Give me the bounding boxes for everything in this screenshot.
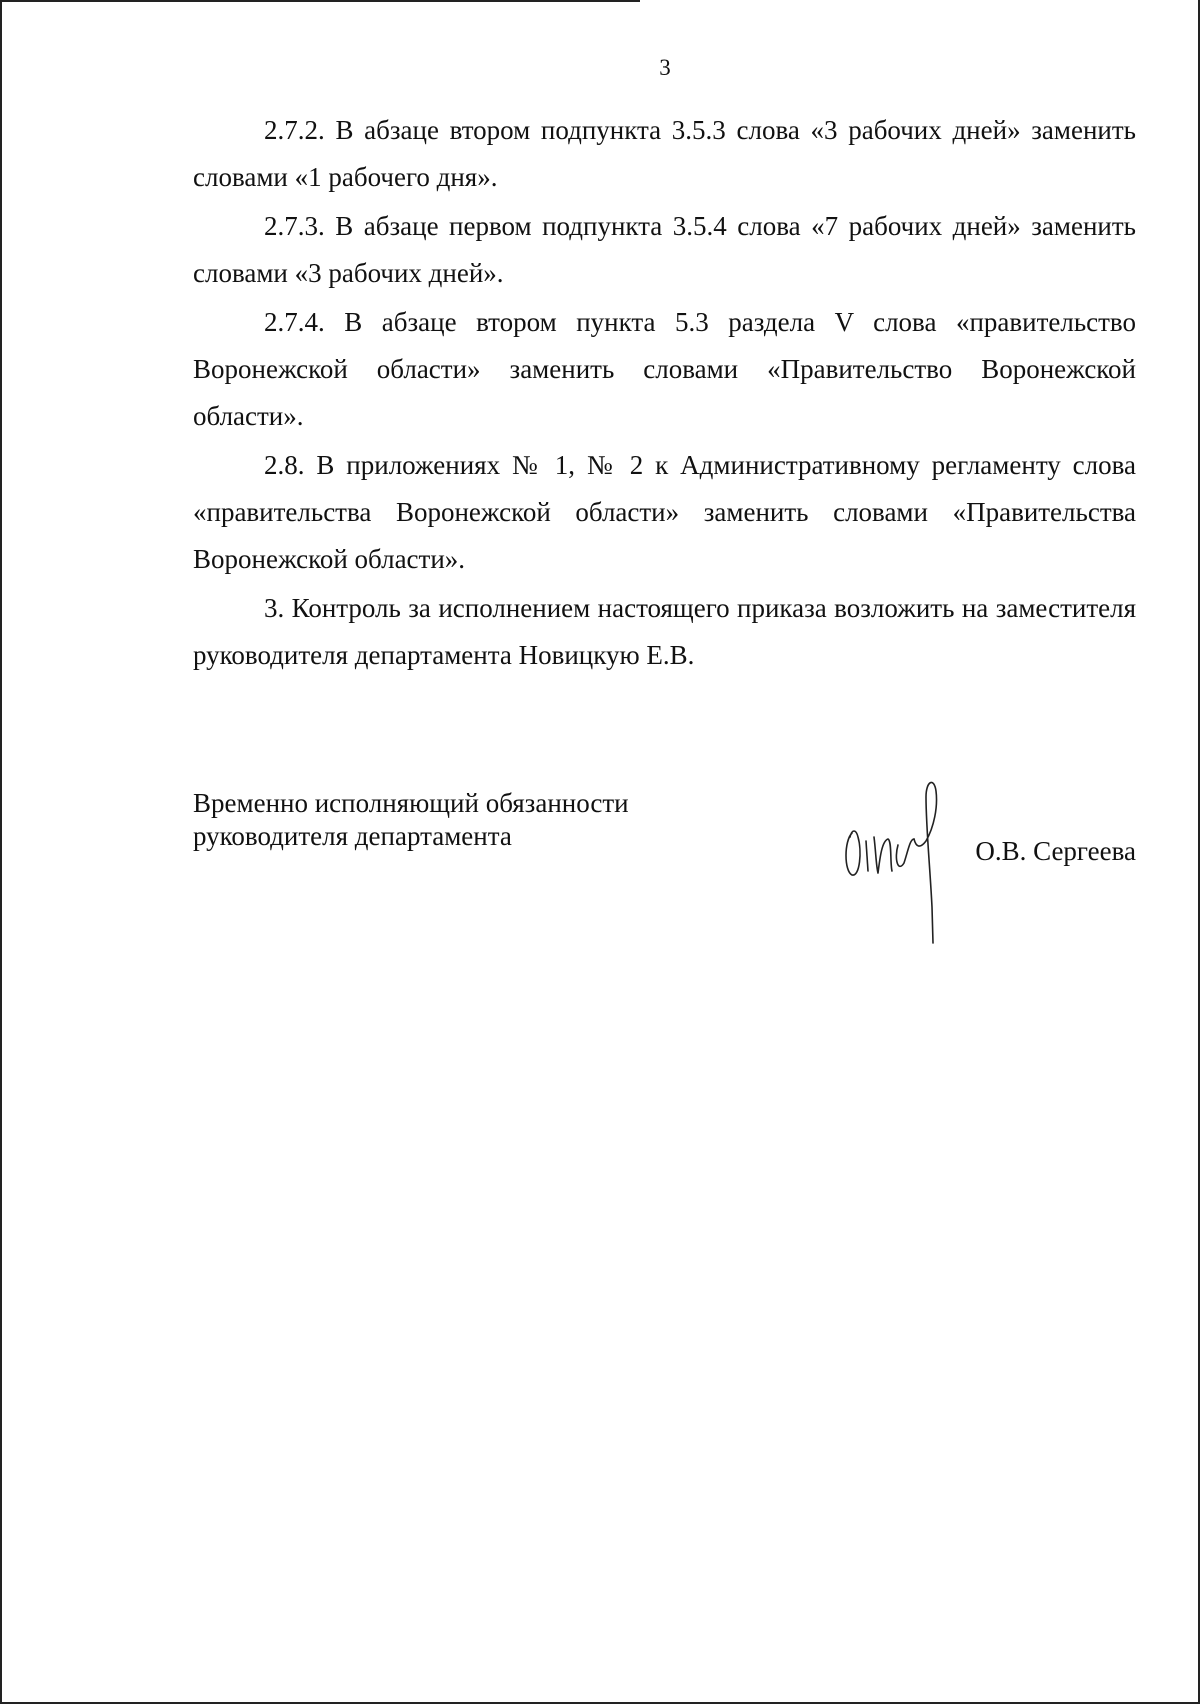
paragraph-3: 3. Контроль за исполнением настоящего приказа возложить на заместителя руководителя департамента Новицкую Е.В. [193, 593, 1136, 670]
scan-edge-left [0, 0, 2, 1704]
paragraph-2-7-3: 2.7.3. В абзаце первом подпункта 3.5.4 слова «7 рабочих дней» заменить словами «3 рабочих дней». [193, 211, 1136, 288]
signatory-title-line2: руководителя департамента [193, 821, 512, 851]
paragraph-2-7-2: 2.7.2. В абзаце втором подпункта 3.5.3 слова «3 рабочих дней» заменить словами «1 рабочего дня». [193, 115, 1136, 192]
document-body [193, 107, 1136, 681]
signature-block [193, 787, 1136, 967]
paragraph-2-8: 2.8. В приложениях № 1, № 2 к Административному регламенту слова «правительства Воронежской области» заменить словами «Правительства Воронежской области». [193, 450, 1136, 574]
signatory-title [193, 787, 629, 853]
handwritten-signature [838, 767, 958, 957]
signatory-name: О.В. Сергеева [975, 836, 1136, 866]
scan-edge-top [0, 0, 640, 2]
page-number: 3 [659, 55, 671, 80]
paragraph-2-7-4: 2.7.4. В абзаце втором пункта 5.3 раздела V слова «правительство Воронежской области» заменить словами «Правительство Воронежской области». [193, 307, 1136, 431]
signatory-title-line1: Временно исполняющий обязанности [193, 788, 629, 818]
